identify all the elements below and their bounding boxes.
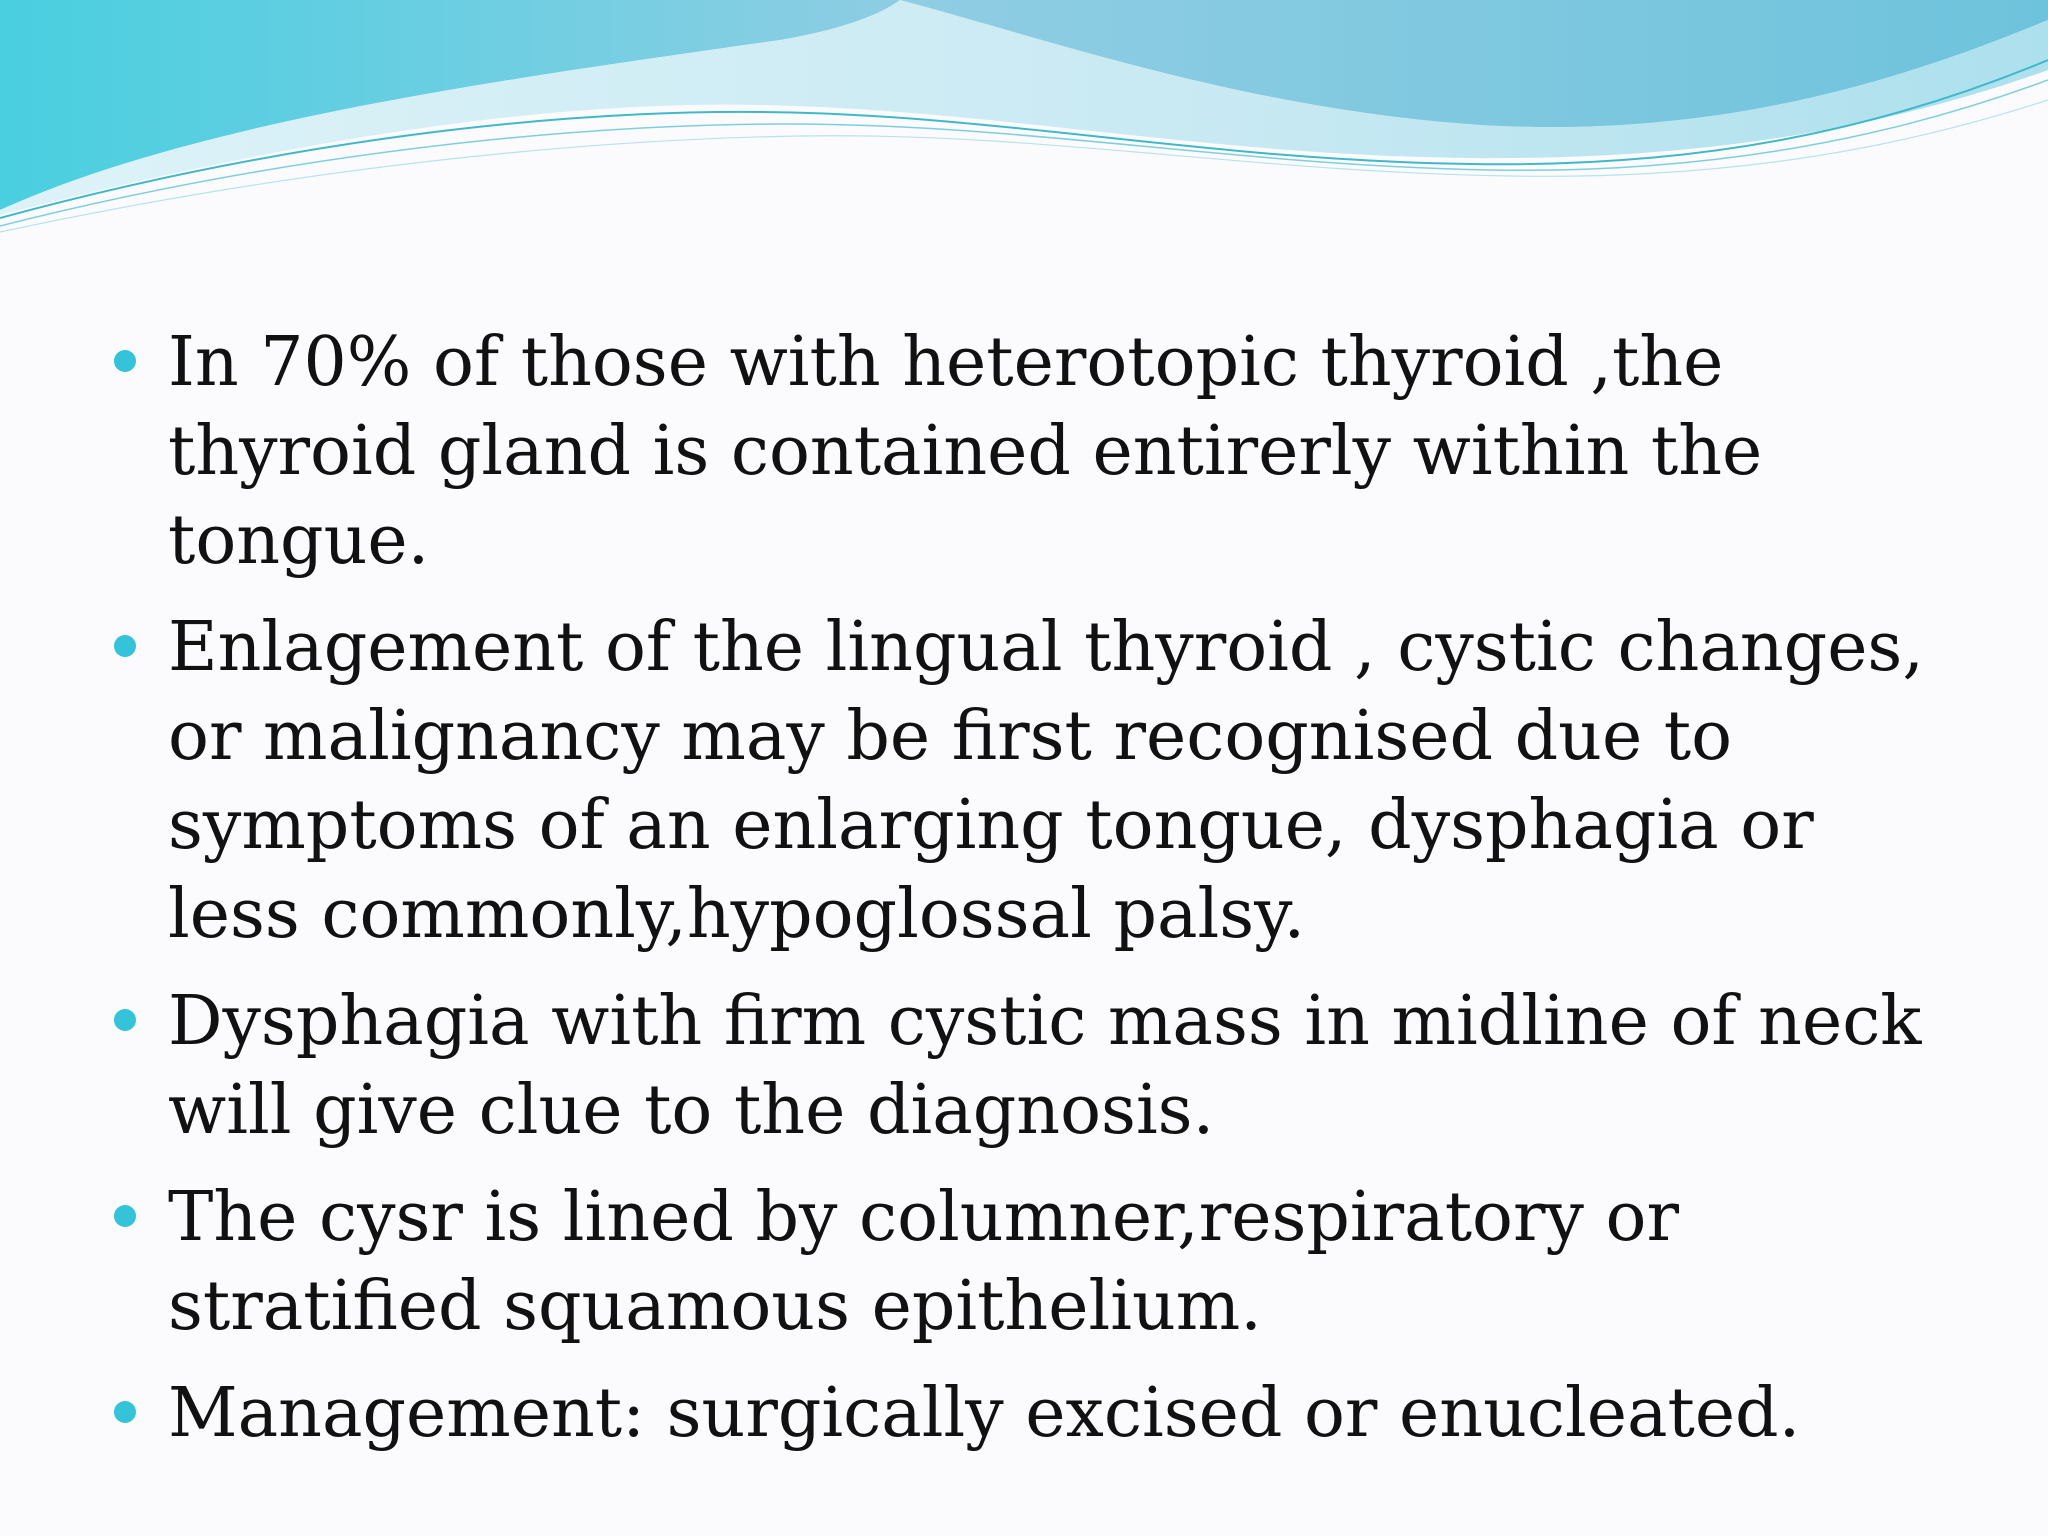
- bullet-text: In 70% of those with heterotopic thyroid ,the thyroid gland is contained entirerly within the tongue.: [168, 323, 1763, 580]
- bullet-item: [108, 318, 1938, 585]
- bullet-dot-icon: [114, 350, 136, 372]
- bullet-dot-icon: [114, 1205, 136, 1227]
- bullet-list: [108, 318, 1938, 1476]
- bullet-dot-icon: [114, 1009, 136, 1031]
- bullet-item: [108, 603, 1938, 959]
- bullet-text: Enlagement of the lingual thyroid , cystic changes, or malignancy may be first recognised due to symptoms of an enlarging tongue, dysphagia or less commonly,hypoglossal palsy.: [168, 608, 1924, 954]
- bullet-text: Management: surgically excised or enucleated.: [168, 1374, 1801, 1453]
- bullet-dot-icon: [114, 635, 136, 657]
- bullet-item: [108, 977, 1938, 1155]
- bullet-item: [108, 1173, 1938, 1351]
- header-wave-decoration: [0, 0, 2048, 240]
- bullet-text: The cysr is lined by columner,respiratory or stratified squamous epithelium.: [168, 1178, 1679, 1346]
- bullet-text: Dysphagia with firm cystic mass in midline of neck will give clue to the diagnosis.: [168, 982, 1922, 1150]
- bullet-item: [108, 1369, 1938, 1458]
- bullet-dot-icon: [114, 1401, 136, 1423]
